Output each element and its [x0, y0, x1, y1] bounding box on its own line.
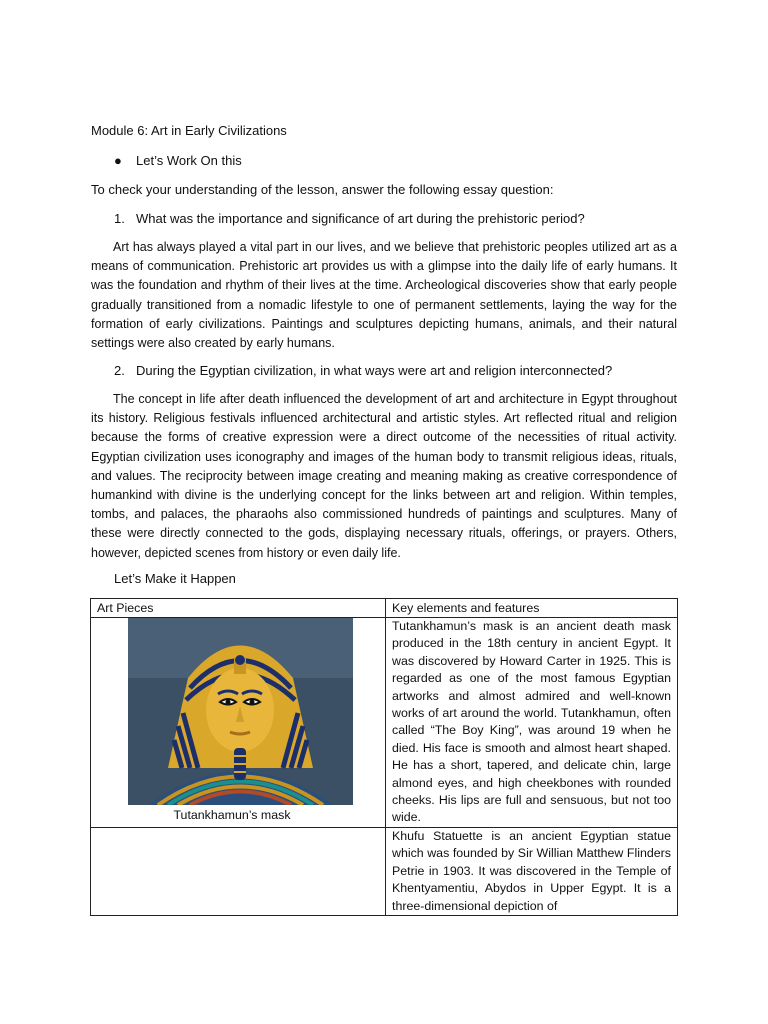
question-1	[114, 210, 585, 227]
art-table	[90, 598, 678, 916]
question-2	[114, 362, 612, 379]
table-row	[91, 618, 678, 828]
art-piece-caption: Tutankhamun’s mask	[173, 808, 291, 822]
art-piece-description: Khufu Statuette is an ancient Egyptian statue which was founded by Sir Willian Matthew Flinders Petrie in 1903. It was discovered in the Temple of Khentyamentiu, Abydos in Upper Egypt. It is a three-dimensional depiction of	[386, 827, 678, 915]
question-number: 2.	[114, 363, 125, 378]
answer-1: Art has always played a vital part in our lives, and we believe that prehistoric peoples utilized art as a means of communication. Prehistoric art provides us with a glimpse into the daily life of early humans. It was the foundation and rhythm of their lives at the time. Archeological discoveries show that early people gradually transitioned from a nomadic lifestyle to one of permanent settlements, laying the way for the formation of early civilizations. Paintings and sculptures depicting humans, animals, and their natural settings were also created by early humans.	[91, 240, 677, 351]
bullet-heading	[114, 152, 242, 169]
question-text: What was the importance and significance of art during the prehistoric period?	[136, 211, 585, 226]
art-piece-cell-empty	[91, 827, 386, 915]
module-title: Module 6: Art in Early Civilizations	[91, 123, 287, 138]
bullet-icon: ●	[114, 153, 122, 168]
art-piece-cell	[91, 618, 386, 828]
header-art-pieces: Art Pieces	[91, 599, 386, 618]
tutankhamun-mask-image	[128, 618, 353, 805]
instruction-text: To check your understanding of the lesson, answer the following essay question:	[91, 182, 554, 197]
header-key-elements: Key elements and features	[386, 599, 678, 618]
section-heading: Let’s Make it Happen	[114, 571, 236, 586]
bullet-heading-text: Let’s Work On this	[136, 153, 242, 168]
table-header-row	[91, 599, 678, 618]
question-text: During the Egyptian civilization, in what ways were art and religion interconnected?	[136, 363, 613, 378]
question-number: 1.	[114, 211, 125, 226]
art-piece-description: Tutankhamun’s mask is an ancient death mask produced in the 18th century in ancient Egypt. It was discovered by Howard Carter in 1925. This is regarded as one of the most famous Egyptian artworks and almost admired and well-known works of art around the world. Tutankhamun, often called “The Boy King”, was around 19 when he died. His face is smooth and almost heart shaped. He has a short, tapered, and delicate chin, large almond eyes, and high cheekbones with rounded cheeks. His lips are full and sensuous, but not too wide.	[386, 618, 678, 828]
table-row	[91, 827, 678, 915]
answer-2: The concept in life after death influenced the development of art and architecture in Egypt throughout its history. Religious festivals influenced architectural and artistic styles. Art reflected ritual and religion because the forms of creative expression were a direct outcome of the necessities of ritual activity. Egyptian civilization uses iconography and images of the human body to transmit religious ideas, rituals, and values. The reciprocity between image creating and meaning making as creative correspondence of humankind with divine is the underlying concept for the links between art and religion. Within temples, tombs, and palaces, the pharaohs also commissioned hundreds of paintings and sculptures. Many of these were directly connected to the gods, displaying necessary rituals, offerings, or prayers. Others, however, depicted scenes from history or even daily life.	[91, 392, 677, 560]
